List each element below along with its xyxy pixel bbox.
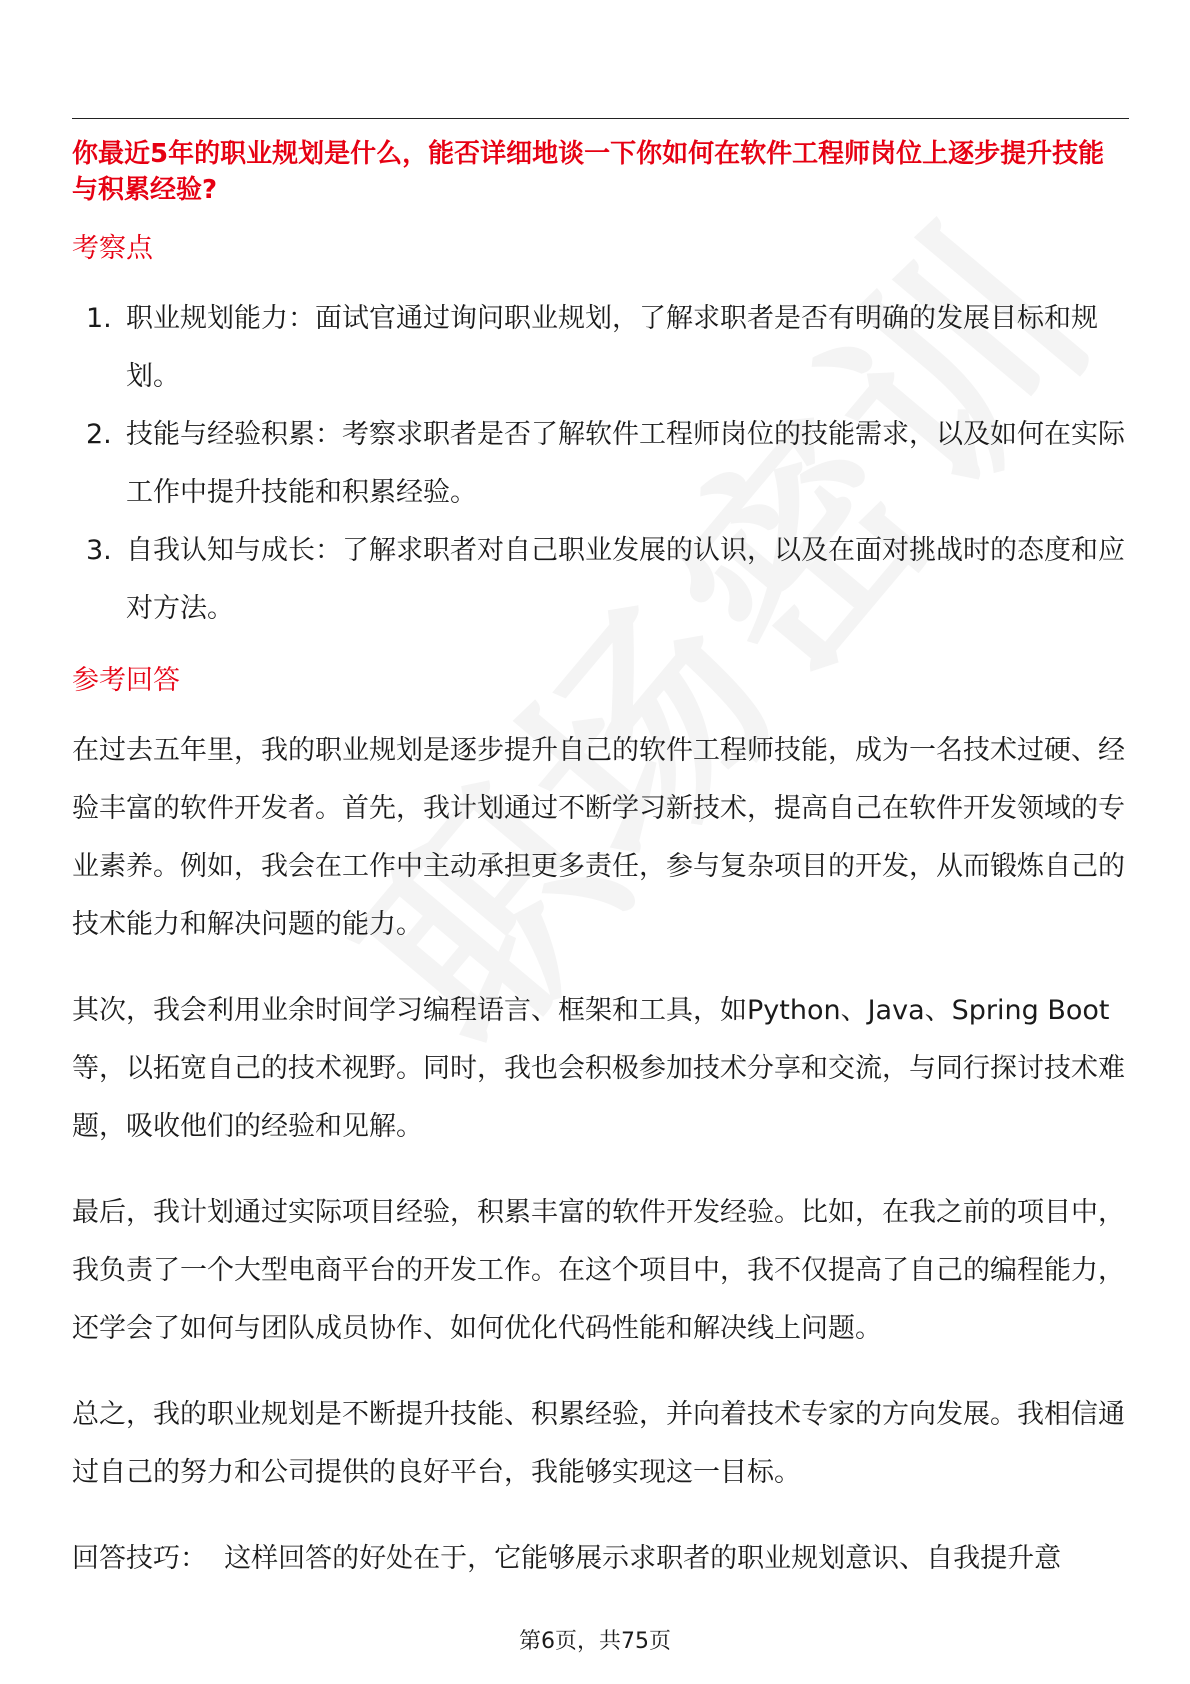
page-number: 第6页，共75页 (519, 1629, 671, 1654)
reference-heading: 参考回答 (72, 665, 180, 696)
answer-paragraph: 总之，我的职业规划是不断提升技能、积累经验，并向着技术专家的方向发展。我相信通过自己的努力和公司提供的良好平台，我能够实现这一目标。 (72, 1399, 1125, 1488)
page-content (72, 136, 1129, 1616)
list-text: 技能与经验积累：考察求职者是否了解软件工程师岗位的技能需求，以及如何在实际工作中提升技能和积累经验。 (126, 419, 1125, 508)
assessment-heading: 考察点 (72, 233, 153, 264)
list-number: 3. (86, 535, 112, 566)
header-rule (72, 118, 1129, 119)
answer-paragraph: 在过去五年里，我的职业规划是逐步提升自己的软件工程师技能，成为一名技术过硬、经验丰富的软件开发者。首先，我计划通过不断学习新技术，提高自己在软件开发领域的专业素养。例如，我会在工作中主动承担更多责任，参与复杂项目的开发，从而锻炼自己的技术能力和解决问题的能力。 (72, 735, 1125, 940)
list-item (72, 406, 1129, 522)
question-title: 你最近5年的职业规划是什么，能否详细地谈一下你如何在软件工程师岗位上逐步提升技能与积累经验? (72, 139, 1105, 205)
list-text: 职业规划能力：面试官通过询问职业规划，了解求职者是否有明确的发展目标和规划。 (126, 303, 1098, 392)
list-text: 自我认知与成长：了解求职者对自己职业发展的认识，以及在面对挑战时的态度和应对方法。 (126, 535, 1125, 624)
answer-paragraph: 最后，我计划通过实际项目经验，积累丰富的软件开发经验。比如，在我之前的项目中，我负责了一个大型电商平台的开发工作。在这个项目中，我不仅提高了自己的编程能力，还学会了如何与团队成员协作、如何优化代码性能和解决线上问题。 (72, 1197, 1125, 1344)
answer-paragraph: 其次，我会利用业余时间学习编程语言、框架和工具，如Python、Java、Spring Boot等，以拓宽自己的技术视野。同时，我也会积极参加技术分享和交流，与同行探讨技术难题，吸收他们的经验和见解。 (72, 995, 1125, 1142)
list-number: 2. (86, 419, 112, 450)
list-item (72, 522, 1129, 638)
list-item (72, 290, 1129, 406)
answer-tip-paragraph: 回答技巧： 这样回答的好处在于，它能够展示求职者的职业规划意识、自我提升意 (72, 1543, 1062, 1574)
assessment-list (72, 290, 1129, 638)
list-number: 1. (86, 303, 112, 334)
